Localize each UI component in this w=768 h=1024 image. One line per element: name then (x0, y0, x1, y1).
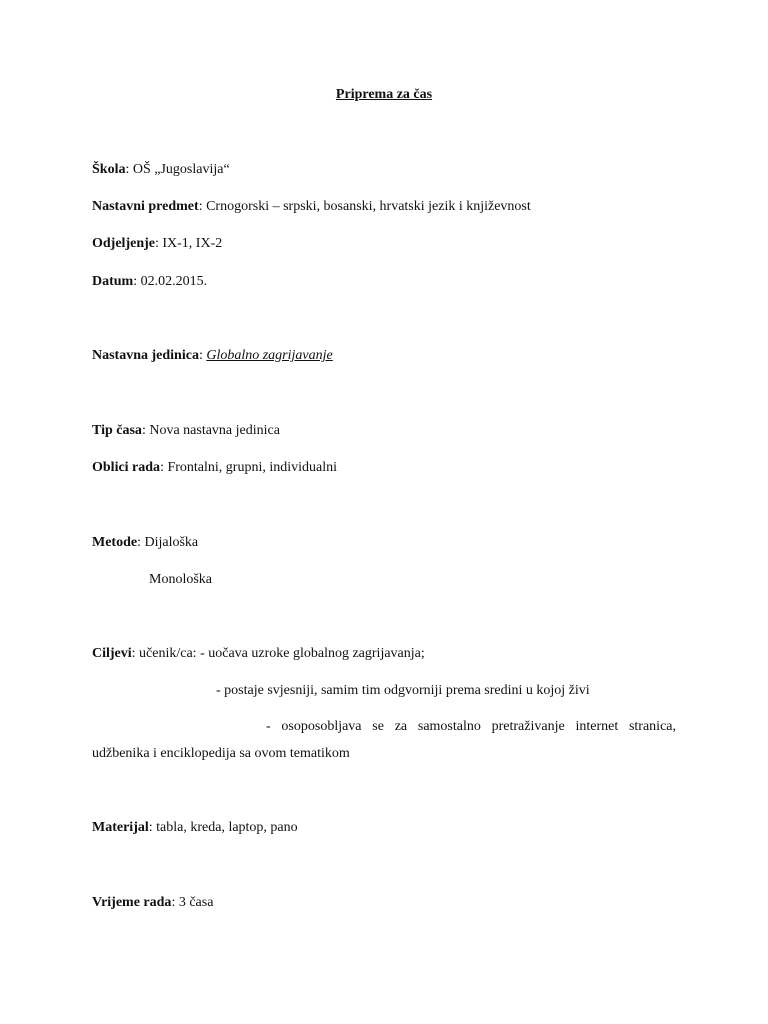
goals-item-3-line-1 (92, 718, 676, 736)
goals-sep: : (131, 646, 140, 661)
methods-value-1: Dijaloška (144, 535, 199, 550)
work-forms-label: Oblici rada (92, 460, 161, 475)
unit-label: Nastavna jedinica (92, 348, 199, 363)
unit-line (92, 347, 333, 365)
date-value: 02.02.2015. (140, 274, 208, 289)
work-forms-line (92, 459, 337, 477)
school-label: Škola (92, 162, 126, 177)
unit-sep: : (198, 348, 207, 363)
lesson-type-value: Nova nastavna jedinica (149, 423, 280, 438)
school-value: OŠ „Jugoslavija“ (132, 162, 230, 177)
goals-lead: učenik/ca: - uočava uzroke globalnog zagrijavanja; (139, 646, 425, 661)
school-line (92, 161, 230, 179)
time-label: Vrijeme rada (92, 895, 172, 910)
subject-sep: : (198, 199, 207, 214)
goals-line (92, 645, 425, 663)
goals-item-2: - postaje svjesniji, samim tim odgvorniji prema sredini u kojoj živi (216, 683, 590, 698)
school-sep: : (125, 162, 133, 177)
time-line (92, 894, 213, 912)
subject-line (92, 198, 531, 216)
methods-value-2: Monološka (149, 572, 212, 587)
document-title: Priprema za čas (335, 87, 433, 102)
date-label: Datum (92, 274, 134, 289)
subject-value: Crnogorski – srpski, bosanski, hrvatski jezik i književnost (206, 199, 531, 214)
class-label: Odjeljenje (92, 236, 155, 251)
methods-sep: : (137, 535, 145, 550)
material-line (92, 819, 298, 837)
material-sep: : (148, 820, 157, 835)
work-forms-sep: : (160, 460, 168, 475)
lesson-type-sep: : (141, 423, 150, 438)
goals-item-3-line-2: udžbenika i enciklopedija sa ovom tematikom (92, 746, 350, 761)
lesson-type-label: Tip časa (92, 423, 142, 438)
material-label: Materijal (92, 820, 149, 835)
date-line (92, 273, 207, 291)
date-sep: : (133, 274, 141, 289)
unit-value: Globalno zagrijavanje (206, 348, 333, 363)
material-value: tabla, kreda, laptop, pano (156, 820, 298, 835)
goals-item-3-text: - osoposobljava se za samostalno pretraživanje internet stranica, (266, 719, 676, 734)
lesson-type-line (92, 422, 280, 440)
class-value: IX-1, IX-2 (162, 236, 223, 251)
methods-label: Metode (92, 535, 138, 550)
time-value: 3 časa (178, 895, 214, 910)
methods-line (92, 534, 198, 552)
time-sep: : (171, 895, 179, 910)
class-sep: : (154, 236, 163, 251)
class-line (92, 235, 222, 253)
goals-label: Ciljevi (92, 646, 132, 661)
subject-label: Nastavni predmet (92, 199, 199, 214)
work-forms-value: Frontalni, grupni, individualni (167, 460, 337, 475)
